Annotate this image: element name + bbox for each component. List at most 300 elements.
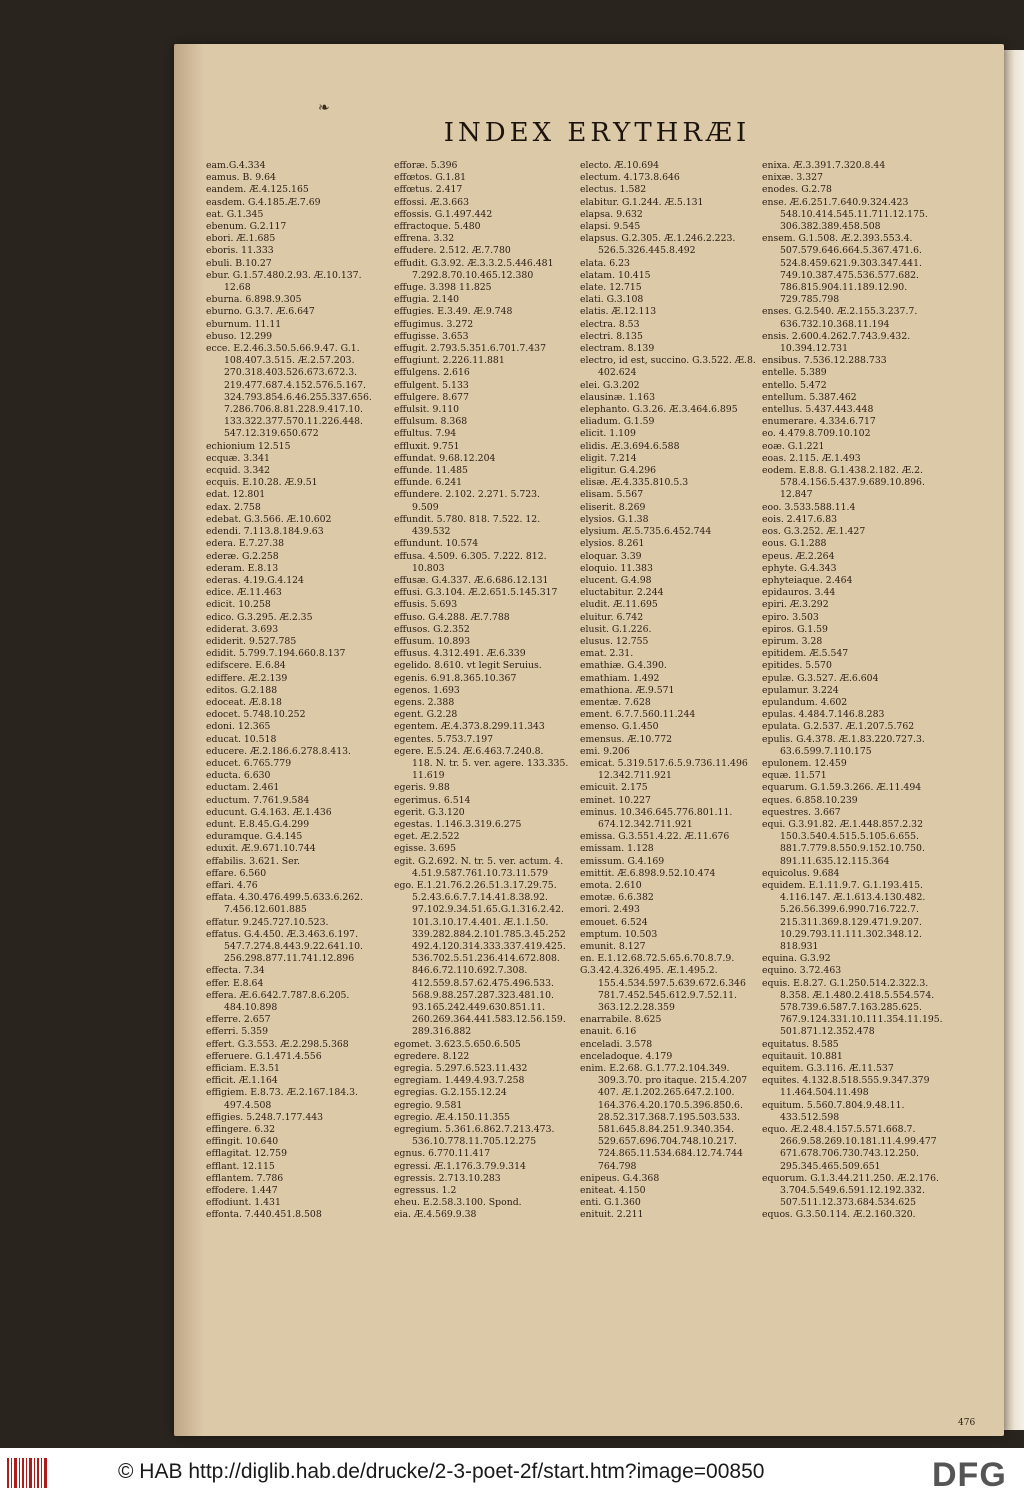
- index-entry: efforæ. 5.396: [394, 160, 458, 171]
- index-entry: 133.322.377.570.11.226.448.: [224, 416, 363, 428]
- index-entry: effunde. 11.485: [394, 465, 468, 477]
- index-column-2: [394, 160, 594, 1420]
- index-entry: ebuso. 12.299: [206, 330, 273, 342]
- index-entry: 4.116.147. Æ.1.613.4.130.482.: [780, 892, 926, 904]
- index-entry: 781.7.452.545.612.9.7.52.11.: [598, 989, 737, 1001]
- index-entry: egressis. 2.713.10.283: [394, 1172, 501, 1184]
- index-entry: 8.358. Æ.1.480.2.418.5.554.574.: [780, 989, 935, 1001]
- index-entry: effusus. 4.312.491. Æ.6.339: [394, 648, 526, 660]
- index-entry: elucent. G.4.98: [580, 574, 652, 586]
- index-entry: eductum. 7.761.9.584: [206, 794, 310, 806]
- index-entry: equidem. E.1.11.9.7. G.1.193.415.: [762, 879, 924, 891]
- index-entry: 10.803: [412, 562, 445, 574]
- index-entry: emotæ. 6.6.382: [580, 892, 654, 904]
- index-entry: egnus. 6.770.11.417: [394, 1148, 491, 1160]
- index-entry: effuso. G.4.288. Æ.7.788: [394, 611, 510, 623]
- index-entry: emicat. 5.319.517.6.5.9.736.11.496: [580, 757, 748, 769]
- index-entry: epulas. 4.484.7.146.8.283: [762, 709, 885, 721]
- index-entry: equi. G.3.91.82. Æ.1.448.857.2.32: [762, 818, 924, 830]
- index-entry: elisam. 5.567: [580, 489, 644, 501]
- index-entry: ebenum. G.2.117: [206, 221, 287, 233]
- index-entry: 219.477.687.4.152.576.5.167.: [224, 379, 366, 391]
- index-entry: 256.298.877.11.741.12.896: [224, 953, 355, 965]
- index-entry: eia. Æ.4.569.9.38: [394, 1209, 477, 1221]
- index-entry: 547.12.319.650.672: [224, 428, 319, 440]
- index-entry: electram. 8.139: [580, 343, 655, 355]
- index-entry: effonta. 7.440.451.8.508: [206, 1209, 322, 1221]
- index-entry: equo. Æ.2.48.4.157.5.571.668.7.: [762, 1124, 916, 1136]
- index-entry: 5.26.56.399.6.990.716.722.7.: [780, 904, 919, 916]
- index-entry: entellum. 5.387.462: [762, 391, 857, 403]
- index-entry: eoo. 3.533.588.11.4: [762, 501, 856, 513]
- index-entry: 536.702.5.51.236.414.672.808.: [412, 953, 560, 965]
- index-entry: en. E.1.12.68.72.5.65.6.70.8.7.9.: [580, 953, 735, 965]
- index-entry: 7.456.12.601.885: [224, 904, 307, 916]
- page-gutter-shadow: [174, 44, 204, 1436]
- index-entry: egregias. G.2.155.12.24: [394, 1087, 507, 1099]
- index-entry: effossis. G.1.497.442: [394, 208, 493, 220]
- index-entry: emenso. G.1.450: [580, 721, 659, 733]
- index-entry: emathiæ. G.4.390.: [580, 660, 667, 672]
- index-entry: eluitur. 6.742: [580, 611, 644, 623]
- index-entry: 578.739.6.587.7.163.285.625.: [780, 1002, 922, 1014]
- index-entry: eloquar. 3.39: [580, 550, 642, 562]
- index-entry: ecquæ. 3.341: [206, 452, 270, 464]
- index-entry: epulata. G.2.537. Æ.1.207.5.762: [762, 721, 915, 733]
- index-entry: ederas. 4.19.G.4.124: [206, 574, 304, 586]
- index-entry: 12.342.711.921: [598, 770, 672, 782]
- index-entry: emouet. 6.524: [580, 916, 648, 928]
- index-entry: egregiam. 1.449.4.93.7.258: [394, 1075, 525, 1087]
- index-entry: elusit. G.1.226.: [580, 623, 652, 635]
- index-entry: efflagitat. 12.759: [206, 1148, 288, 1160]
- index-entry: eodem. E.8.8. G.1.438.2.182. Æ.2.: [762, 465, 923, 477]
- index-entry: eat. G.1.345: [206, 208, 264, 220]
- index-entry: educere. Æ.2.186.6.278.8.413.: [206, 745, 351, 757]
- index-entry: egerimus. 6.514: [394, 794, 471, 806]
- index-entry: elicit. 1.109: [580, 428, 636, 440]
- index-entry: 818.931: [780, 941, 819, 952]
- index-entry: 309.3.70. pro itaque. 215.4.207: [598, 1075, 748, 1087]
- index-column-4: [762, 160, 962, 1420]
- index-entry: epirum. 3.28: [762, 635, 823, 647]
- index-entry: effulsit. 9.110: [394, 404, 460, 416]
- index-entry: eo. 4.479.8.709.10.102: [762, 428, 871, 440]
- index-entry: effudere. 2.512. Æ.7.780: [394, 245, 511, 257]
- index-entry: eandem. Æ.4.125.165: [206, 184, 309, 196]
- index-entry: efferri. 5.359: [206, 1026, 268, 1038]
- index-entry: epiri. Æ.3.292: [762, 599, 829, 611]
- index-entry: enixa. Æ.3.391.7.320.8.44: [762, 160, 886, 171]
- index-entry: eos. G.3.252. Æ.1.427: [762, 526, 866, 538]
- index-entry: eludit. Æ.11.695: [580, 599, 658, 611]
- index-entry: egregia. 5.297.6.523.11.432: [394, 1063, 528, 1075]
- index-entry: ego. E.1.21.76.2.26.51.3.17.29.75.: [394, 879, 557, 891]
- index-entry: elatis. Æ.12.113: [580, 306, 657, 318]
- index-entry: 324.793.854.6.46.255.337.656.: [224, 391, 372, 403]
- index-entry: effugia. 2.140: [394, 294, 460, 306]
- index-entry: egomet. 3.623.5.650.6.505: [394, 1038, 521, 1050]
- index-entry: enceladi. 3.578: [580, 1038, 653, 1050]
- index-entry: edice. Æ.11.463: [206, 587, 282, 599]
- index-entry: epulandum. 4.602: [762, 696, 848, 708]
- index-entry: 501.871.12.352.478: [780, 1026, 875, 1038]
- index-entry: egent. G.2.28: [394, 709, 458, 721]
- index-entry: emissam. 1.128: [580, 843, 654, 855]
- index-entry: elata. 6.23: [580, 257, 630, 269]
- index-entry: emissum. G.4.169: [580, 855, 665, 867]
- index-entry: 891.11.635.12.115.364: [780, 855, 890, 867]
- index-entry: 846.6.72.110.692.7.308.: [412, 965, 528, 977]
- index-entry: 164.376.4.20.170.5.396.850.6.: [598, 1099, 743, 1111]
- index-entry: 339.282.884.2.101.785.3.45.252: [412, 928, 566, 940]
- index-entry: 12.847: [780, 489, 813, 501]
- index-entry: ensem. G.1.508. Æ.2.393.553.4.: [762, 233, 913, 245]
- index-entry: egerit. G.3.120: [394, 806, 465, 818]
- index-entry: effatur. 9.245.727.10.523.: [206, 916, 329, 928]
- index-entry: enim. E.2.68. G.1.77.2.104.349.: [580, 1063, 730, 1075]
- index-column-1: [206, 160, 406, 1420]
- index-entry: emori. 2.493: [580, 904, 640, 916]
- index-entry: 28.52.317.368.7.195.503.533.: [598, 1111, 740, 1123]
- index-entry: edifscere. E.6.84: [206, 660, 286, 672]
- index-entry: 97.102.9.34.51.65.G.1.316.2.42.: [412, 904, 564, 916]
- index-entry: G.3.42.4.326.495. Æ.1.495.2.: [580, 965, 718, 977]
- index-entry: 10.29.793.11.111.302.348.12.: [780, 928, 922, 940]
- index-entry: egeris. 9.88: [394, 782, 450, 794]
- index-entry: egredere. 8.122: [394, 1050, 470, 1062]
- index-entry: elysios. 8.261: [580, 538, 645, 550]
- index-entry: epidauros. 3.44: [762, 587, 836, 599]
- page-number: 476: [958, 1418, 976, 1428]
- index-entry: 150.3.540.4.515.5.105.6.655.: [780, 831, 919, 843]
- index-entry: effari. 4.76: [206, 879, 258, 891]
- index-entry: 9.509: [412, 501, 439, 513]
- index-entry: eburno. G.3.7. Æ.6.647: [206, 306, 315, 318]
- index-entry: 507.579.646.664.5.367.471.6.: [780, 245, 922, 257]
- index-entry: 402.624: [598, 367, 637, 379]
- index-entry: electri. 8.135: [580, 330, 643, 342]
- index-entry: effundere. 2.102. 2.271. 5.723.: [394, 489, 541, 501]
- index-entry: 439.532: [412, 526, 451, 538]
- index-entry: edicit. 10.258: [206, 599, 271, 611]
- index-entry: 215.311.369.8.129.471.9.207.: [780, 916, 922, 928]
- index-entry: edera. E.7.27.38: [206, 538, 285, 550]
- index-entry: eamus. B. 9.64: [206, 172, 276, 184]
- index-entry: egere. E.5.24. Æ.6.463.7.240.8.: [394, 745, 544, 757]
- dfg-logo: DFG: [932, 1456, 1007, 1494]
- index-entry: elausinæ. 1.163: [580, 391, 656, 403]
- index-entry: epitidem. Æ.5.547: [762, 648, 849, 660]
- index-entry: entellus. 5.437.443.448: [762, 404, 874, 416]
- copyright-url-text[interactable]: © HAB http://diglib.hab.de/drucke/2-3-poet-2f/start.htm?image=00850: [118, 1460, 765, 1483]
- index-entry: ephyteiaque. 2.464: [762, 574, 853, 586]
- index-entry: epiro. 3.503: [762, 611, 819, 623]
- index-entry: ederam. E.8.13: [206, 562, 279, 574]
- index-entry: educat. 10.518: [206, 733, 277, 745]
- index-entry: 7.286.706.8.81.228.9.417.10.: [224, 404, 363, 416]
- index-entry: elati. G.3.108: [580, 294, 644, 306]
- index-entry: egit. G.2.692. N. tr. 5. ver. actum. 4.: [394, 855, 564, 867]
- index-entry: effigiem. E.8.73. Æ.2.167.184.3.: [206, 1087, 358, 1099]
- library-barcode-icon: [6, 1456, 50, 1490]
- index-entry: 536.10.778.11.705.12.275: [412, 1136, 537, 1148]
- index-entry: 7.292.8.70.10.465.12.380: [412, 269, 534, 281]
- index-entry: effingit. 10.640: [206, 1136, 279, 1148]
- index-entry: 492.4.120.314.333.337.419.425.: [412, 941, 566, 952]
- index-entry: enixæ. 3.327: [762, 172, 823, 184]
- index-entry: elapsus. G.2.305. Æ.1.246.2.223.: [580, 233, 736, 245]
- index-entry: effusa. 4.509. 6.305. 7.222. 812.: [394, 550, 547, 562]
- index-entry: 10.394.12.731: [780, 343, 849, 355]
- index-entry: educet. 6.765.779: [206, 757, 292, 769]
- index-entry: epulæ. G.3.527. Æ.6.604: [762, 672, 879, 684]
- index-entry: equarum. G.1.59.3.266. Æ.11.494: [762, 782, 922, 794]
- index-entry: 363.12.2.28.359: [598, 1002, 675, 1014]
- index-entry: elusus. 12.755: [580, 635, 649, 647]
- index-entry: 433.512.598: [780, 1111, 840, 1123]
- index-entry: ensibus. 7.536.12.288.733: [762, 355, 887, 367]
- index-entry: efflantem. 7.786: [206, 1172, 284, 1184]
- index-entry: editos. G.2.188: [206, 684, 278, 696]
- index-entry: enipeus. G.4.368: [580, 1172, 660, 1184]
- index-entry: enceladoque. 4.179: [580, 1050, 673, 1062]
- index-entry: ephyte. G.4.343: [762, 562, 837, 574]
- index-entry: eductam. 2.461: [206, 782, 280, 794]
- index-entry: 12.68: [224, 282, 251, 294]
- index-entry: elatam. 10.415: [580, 269, 651, 281]
- index-entry: elate. 12.715: [580, 282, 642, 294]
- index-entry: edax. 2.758: [206, 501, 261, 513]
- index-entry: egentes. 5.753.7.197: [394, 733, 494, 745]
- index-entry: ebori. Æ.1.685: [206, 233, 276, 245]
- index-entry: effundat. 9.68.12.204: [394, 452, 496, 464]
- index-entry: effugiunt. 2.226.11.881: [394, 355, 505, 367]
- index-entry: effuge. 3.398 11.825: [394, 282, 492, 294]
- index-entry: elapsi. 9.545: [580, 221, 641, 233]
- index-entry: equina. G.3.92: [762, 953, 831, 965]
- index-entry: effulgens. 2.616: [394, 367, 470, 379]
- index-entry: easdem. G.4.185.Æ.7.69: [206, 196, 321, 208]
- index-entry: electo. Æ.10.694: [580, 160, 660, 171]
- index-entry: 674.12.342.711.921: [598, 818, 693, 830]
- index-entry: echionium 12.515: [206, 440, 291, 452]
- index-entry: effata. 4.30.476.499.5.633.6.262.: [206, 892, 364, 904]
- index-entry: ense. Æ.6.251.7.640.9.324.423: [762, 196, 909, 208]
- index-entry: emicuit. 2.175: [580, 782, 648, 794]
- index-entry: emissa. G.3.551.4.22. Æ.11.676: [580, 831, 730, 843]
- index-entry: 306.382.389.458.508: [780, 221, 881, 233]
- index-entry: effusæ. G.4.337. Æ.6.686.12.131: [394, 574, 549, 586]
- index-entry: effunde. 6.241: [394, 477, 463, 489]
- index-entry: effugimus. 3.272: [394, 318, 474, 330]
- index-entry: edoceat. Æ.8.18: [206, 696, 282, 708]
- index-entry: ebuli. B.10.27: [206, 257, 272, 269]
- index-entry: effulgere. 8.677: [394, 391, 469, 403]
- index-entry: 767.9.124.331.10.111.354.11.195.: [780, 1014, 943, 1026]
- index-entry: epiros. G.1.59: [762, 623, 828, 635]
- index-entry: 548.10.414.545.11.711.12.175.: [780, 208, 928, 220]
- index-entry: eoæ. G.1.221: [762, 440, 825, 452]
- index-entry: electus. 1.582: [580, 184, 647, 196]
- index-entry: edico. G.3.295. Æ.2.35: [206, 611, 313, 623]
- viewer-footer: [0, 1448, 1024, 1502]
- index-entry: edocet. 5.748.10.252: [206, 709, 306, 721]
- index-entry: elysium. Æ.5.735.6.452.744: [580, 526, 712, 538]
- index-entry: egregio. Æ.4.150.11.355: [394, 1111, 511, 1123]
- index-entry: eligit. 7.214: [580, 452, 637, 464]
- index-entry: equorum. G.1.3.44.211.250. Æ.2.176.: [762, 1172, 939, 1184]
- index-entry: effusi. G.3.104. Æ.2.651.5.145.317: [394, 587, 558, 599]
- index-entry: equitem. G.3.116. Æ.11.537: [762, 1063, 894, 1075]
- index-entry: eminus. 10.346.645.776.801.11.: [580, 806, 733, 818]
- index-entry: effabilis. 3.621. Ser.: [206, 855, 300, 867]
- index-entry: 636.732.10.368.11.194: [780, 318, 890, 330]
- index-entry: 524.8.459.621.9.303.347.441.: [780, 257, 922, 269]
- index-entry: educta. 6.630: [206, 770, 271, 782]
- index-entry: eget. Æ.2.522: [394, 831, 460, 843]
- index-entry: ediderat. 3.693: [206, 623, 279, 635]
- index-entry: eduxit. Æ.9.671.10.744: [206, 843, 316, 855]
- index-entry: 155.4.534.597.5.639.672.6.346: [598, 977, 746, 989]
- index-entry: effulgent. 5.133: [394, 379, 469, 391]
- index-entry: enarrabile. 8.625: [580, 1014, 662, 1026]
- index-entry: enti. G.1.360: [580, 1197, 641, 1209]
- index-entry: equis. E.8.27. G.1.250.514.2.322.3.: [762, 977, 929, 989]
- index-entry: epulamur. 3.224: [762, 684, 839, 696]
- index-entry: eburnum. 11.11: [206, 318, 282, 330]
- index-entry: emittit. Æ.6.898.9.52.10.474: [580, 867, 716, 879]
- index-entry: educunt. G.4.163. Æ.1.436: [206, 806, 332, 818]
- index-entry: effer. E.8.64: [206, 977, 264, 989]
- index-entry: equitum. 5.560.7.804.9.48.11.: [762, 1099, 905, 1111]
- index-entry: effultus. 7.94: [394, 428, 457, 440]
- index-entry: 724.865.11.534.684.12.74.744: [598, 1148, 743, 1160]
- index-entry: 786.815.904.11.189.12.90.: [780, 282, 908, 294]
- index-entry: 101.3.10.17.4.401. Æ.1.1.50.: [412, 916, 549, 928]
- index-entry: equino. 3.72.463: [762, 965, 842, 977]
- index-entry: ecquis. E.10.28. Æ.9.51: [206, 477, 318, 489]
- index-entry: emunit. 8.127: [580, 941, 646, 952]
- index-entry: entello. 5.472: [762, 379, 827, 391]
- index-entry: eluctabitur. 2.244: [580, 587, 664, 599]
- index-entry: ecquid. 3.342: [206, 465, 271, 477]
- index-entry: efflant. 12.115: [206, 1160, 275, 1172]
- index-entry: egelido. 8.610. vt legit Seruius.: [394, 660, 542, 672]
- index-entry: elephanto. G.3.26. Æ.3.464.6.895: [580, 404, 738, 416]
- index-entry: ecce. E.2.46.3.50.5.66.9.47. G.1.: [206, 343, 360, 355]
- index-entry: effudit. G.3.92. Æ.3.3.2.5.446.481: [394, 257, 554, 269]
- index-entry: epulis. G.4.378. Æ.1.83.220.727.3.: [762, 733, 925, 745]
- index-entry: egisse. 3.695: [394, 843, 456, 855]
- index-entry: emathiam. 1.492: [580, 672, 660, 684]
- index-entry: egregio. 9.581: [394, 1099, 463, 1111]
- index-entry: effundit. 5.780. 818. 7.522. 12.: [394, 513, 541, 525]
- index-entry: effugit. 2.793.5.351.6.701.7.437: [394, 343, 546, 355]
- index-entry: emptum. 10.503: [580, 928, 658, 940]
- index-entry: egestas. 1.146.3.319.6.275: [394, 818, 522, 830]
- index-entry: edoni. 12.365: [206, 721, 271, 733]
- index-entry: effert. G.3.553. Æ.2.298.5.368: [206, 1038, 349, 1050]
- index-entry: equestres. 3.667: [762, 806, 841, 818]
- index-entry: effossi. Æ.3.663: [394, 196, 470, 208]
- index-entry: ement. 6.7.7.560.11.244: [580, 709, 696, 721]
- index-entry: epeus. Æ.2.264: [762, 550, 835, 562]
- index-entry: electra. 8.53: [580, 318, 640, 330]
- index-entry: egressi. Æ.1.176.3.79.9.314: [394, 1160, 526, 1172]
- index-entry: ementæ. 7.628: [580, 696, 651, 708]
- index-entry: effusos. G.2.352: [394, 623, 470, 635]
- index-entry: equæ. 11.571: [762, 770, 827, 782]
- index-entry: 671.678.706.730.743.12.250.: [780, 1148, 919, 1160]
- index-entry: eheu. E.2.58.3.100. Spond.: [394, 1197, 522, 1209]
- index-entry: egressus. 1.2: [394, 1185, 457, 1197]
- index-entry: 412.559.8.57.62.475.496.533.: [412, 977, 554, 989]
- index-entry: elidis. Æ.3.694.6.588: [580, 440, 680, 452]
- index-entry: electro, id est, succino. G.3.522. Æ.8.: [580, 355, 756, 367]
- index-entry: equites. 4.132.8.518.555.9.347.379: [762, 1075, 930, 1087]
- index-entry: elisæ. Æ.4.335.810.5.3: [580, 477, 689, 489]
- running-head: INDEX ERYTHRÆI: [443, 118, 751, 148]
- index-entry: elapsa. 9.632: [580, 208, 643, 220]
- index-entry: ediderit. 9.527.785: [206, 635, 297, 647]
- index-entry: 547.7.274.8.443.9.22.641.10.: [224, 941, 363, 952]
- index-entry: 529.657.696.704.748.10.217.: [598, 1136, 737, 1148]
- index-entry: 266.9.58.269.10.181.11.4.99.477: [780, 1136, 937, 1148]
- index-entry: ebur. G.1.57.480.2.93. Æ.10.137.: [206, 269, 362, 281]
- index-entry: edidit. 5.799.7.194.660.8.137: [206, 648, 346, 660]
- index-entry: ederæ. G.2.258: [206, 550, 279, 562]
- index-entry: ediffere. Æ.2.139: [206, 672, 288, 684]
- index-entry: enodes. G.2.78: [762, 184, 832, 196]
- index-entry: 749.10.387.475.536.577.682.: [780, 269, 919, 281]
- index-entry: 118. N. tr. 5. ver. agere. 133.335.: [412, 757, 569, 769]
- index-entry: effrena. 3.32: [394, 233, 455, 245]
- index-entry: 4.51.9.587.761.10.73.11.579: [412, 867, 549, 879]
- index-entry: ensis. 2.600.4.262.7.743.9.432.: [762, 330, 911, 342]
- index-entry: eoas. 2.115. Æ.1.493: [762, 452, 861, 464]
- index-entry: effœtus. 2.417: [394, 184, 463, 196]
- index-entry: equicolus. 9.684: [762, 867, 840, 879]
- index-entry: eduramque. G.4.145: [206, 831, 303, 843]
- index-entry: effundunt. 10.574: [394, 538, 479, 550]
- index-entry: effare. 6.560: [206, 867, 267, 879]
- index-entry: effluxit. 9.751: [394, 440, 460, 452]
- index-entry: 295.345.465.509.651: [780, 1160, 881, 1172]
- index-entry: emota. 2.610: [580, 879, 642, 891]
- index-entry: effera. Æ.6.642.7.787.8.6.205.: [206, 989, 350, 1001]
- index-entry: edendi. 7.113.8.184.9.63: [206, 526, 324, 538]
- index-entry: 93.165.242.449.630.851.11.: [412, 1002, 546, 1014]
- index-entry: efficit. Æ.1.164: [206, 1075, 278, 1087]
- index-entry: elysios. G.1.38: [580, 513, 649, 525]
- index-entry: effugies. E.3.49. Æ.9.748: [394, 306, 513, 318]
- index-entry: egentem. Æ.4.373.8.299.11.343: [394, 721, 545, 733]
- index-entry: 581.645.8.84.251.9.340.354.: [598, 1124, 735, 1136]
- index-entry: eburna. 6.898.9.305: [206, 294, 302, 306]
- index-entry: 270.318.403.526.673.672.3.: [224, 367, 358, 379]
- index-entry: edebat. G.3.566. Æ.10.602: [206, 513, 332, 525]
- index-entry: eniteat. 4.150: [580, 1185, 646, 1197]
- index-entry: entelle. 5.389: [762, 367, 827, 379]
- index-entry: emi. 9.206: [580, 745, 630, 757]
- index-entry: effecta. 7.34: [206, 965, 265, 977]
- index-entry: enauit. 6.16: [580, 1026, 637, 1038]
- index-entry: effœtos. G.1.81: [394, 172, 467, 184]
- index-entry: effractoque. 5.480: [394, 221, 481, 233]
- index-entry: 526.5.326.445.8.492: [598, 245, 696, 257]
- index-entry: effatus. G.4.450. Æ.3.463.6.197.: [206, 928, 359, 940]
